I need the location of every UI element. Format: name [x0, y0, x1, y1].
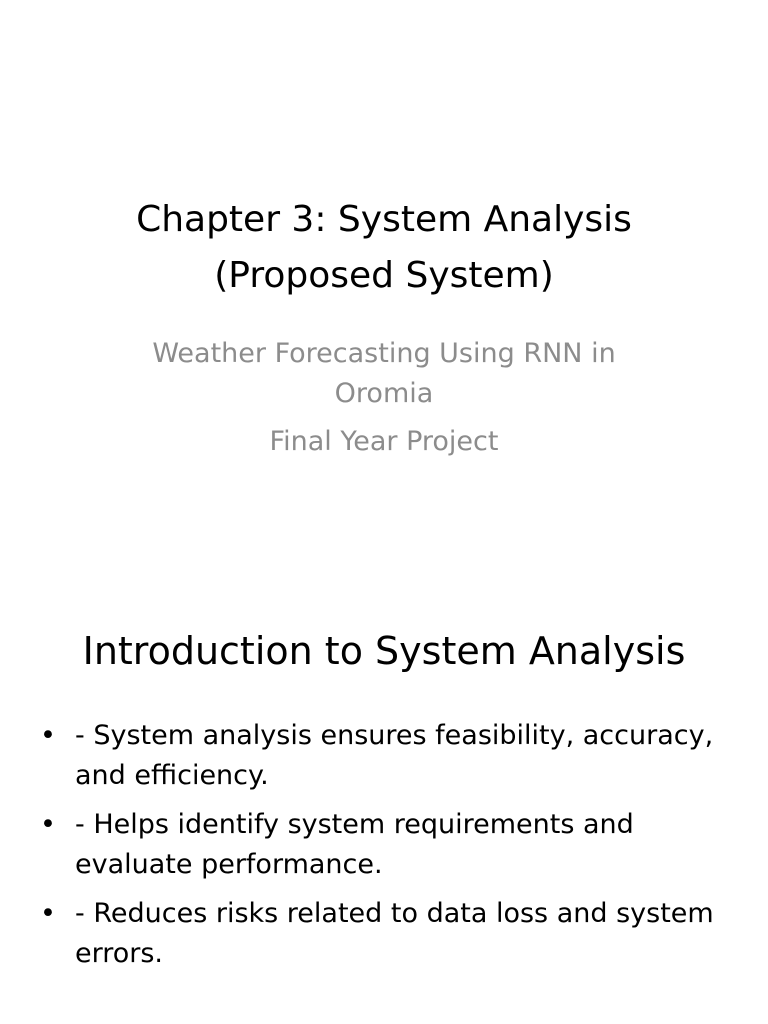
bullet-text: - Reduces risks related to data loss and system errors.	[75, 898, 714, 969]
list-item	[40, 894, 730, 974]
bullet-marker: •	[40, 898, 56, 929]
bullet-marker: •	[40, 720, 56, 751]
bullet-marker: •	[40, 809, 56, 840]
list-item	[40, 805, 730, 885]
subtitle-project-type: Final Year Project	[269, 426, 499, 457]
bullet-text: - Helps identify system requirements and evaluate performance.	[75, 809, 634, 880]
bullet-text: - System analysis ensures feasibility, accuracy, and efficiency.	[75, 720, 714, 791]
subtitle-project-name: Weather Forecasting Using RNN in Oromia	[152, 338, 616, 409]
bullet-list	[40, 716, 730, 983]
list-item	[40, 716, 730, 796]
section-title: Introduction to System Analysis	[82, 629, 686, 673]
slide-title: Chapter 3: System Analysis (Proposed System)	[136, 199, 632, 296]
slide-subtitle	[100, 334, 668, 462]
content-slide	[0, 576, 768, 1024]
